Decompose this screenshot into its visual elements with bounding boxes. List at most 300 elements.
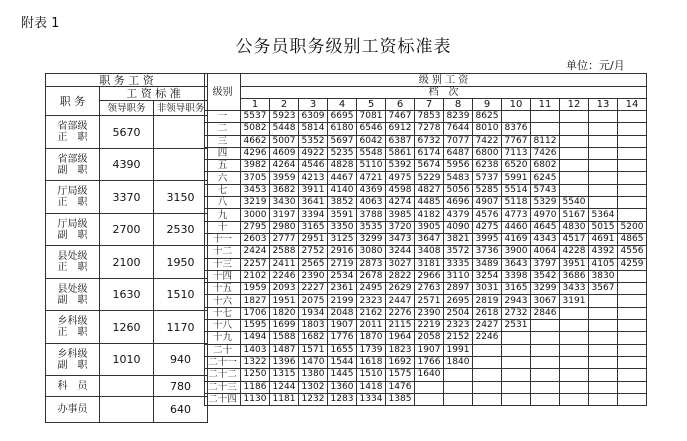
- grade-salary-cell: 5007: [270, 135, 299, 147]
- grade-salary-cell: [618, 332, 647, 344]
- grade-salary-cell: 6800: [473, 147, 502, 159]
- nonleader-salary: 780: [154, 376, 208, 397]
- grade-salary-cell: [589, 369, 618, 381]
- grade-salary-cell: 1699: [270, 320, 299, 332]
- grade-salary-cell: [560, 111, 589, 123]
- grade-salary-cell: 1827: [241, 295, 270, 307]
- grade-salary-cell: 5814: [299, 123, 328, 135]
- grade-salary-cell: 3821: [444, 233, 473, 245]
- grade-salary-cell: [531, 320, 560, 332]
- grade-salary-cell: [531, 111, 560, 123]
- grade-salary-cell: 4865: [618, 233, 647, 245]
- grade-salary-cell: 6732: [415, 135, 444, 147]
- grade-salary-cell: [473, 344, 502, 356]
- grade-salary-cell: [502, 111, 531, 123]
- grade-salary-cell: [618, 393, 647, 405]
- grade-salary-cell: 4274: [386, 197, 415, 209]
- grade-salary-cell: [589, 147, 618, 159]
- grade-salary-cell: 5235: [328, 147, 357, 159]
- grade-salary-cell: [502, 356, 531, 368]
- grade-salary-cell: 1692: [386, 356, 415, 368]
- grade-salary-cell: 2058: [415, 332, 444, 344]
- grade-salary-cell: 3641: [299, 197, 328, 209]
- grade-salary-cell: 4296: [241, 147, 270, 159]
- grade-salary-cell: 1315: [270, 369, 299, 381]
- grade-salary-cell: 3067: [531, 295, 560, 307]
- position-salary-header: 职 务 工 资: [46, 74, 208, 87]
- grade-level: 二十一: [205, 356, 241, 368]
- grade-salary-cell: 4517: [560, 233, 589, 245]
- grade-salary-cell: 3572: [444, 246, 473, 258]
- grade-salary-cell: 2323: [357, 295, 386, 307]
- grade-salary-cell: 2152: [444, 332, 473, 344]
- leader-salary: 2100: [100, 246, 154, 279]
- grade-salary-cell: 3985: [386, 209, 415, 221]
- grade-salary-cell: 3254: [473, 270, 502, 282]
- grade-salary-cell: 2495: [357, 283, 386, 295]
- grade-row: [205, 197, 647, 209]
- step-number: 12: [560, 99, 589, 111]
- grade-salary-cell: 5956: [444, 160, 473, 172]
- grade-row: [205, 172, 647, 184]
- grade-salary-cell: 4213: [299, 172, 328, 184]
- grade-salary-cell: 3682: [270, 184, 299, 196]
- grade-salary-cell: 2504: [444, 307, 473, 319]
- grade-salary-cell: 2246: [473, 332, 502, 344]
- grade-salary-cell: 5737: [473, 172, 502, 184]
- grade-salary-cell: 2447: [386, 295, 415, 307]
- grade-level: 二十三: [205, 381, 241, 393]
- grade-salary-cell: 1186: [241, 381, 270, 393]
- grade-salary-cell: 3705: [241, 172, 270, 184]
- grade-salary-cell: 1575: [386, 369, 415, 381]
- grade-row: [205, 111, 647, 123]
- grade-salary-cell: 4392: [589, 246, 618, 258]
- position-row: [46, 376, 208, 397]
- grade-salary-cell: [618, 369, 647, 381]
- grade-salary-cell: 1870: [357, 332, 386, 344]
- appendix-label: 附表 1: [21, 16, 60, 31]
- grade-salary-cell: 3542: [531, 270, 560, 282]
- grade-level: 十八: [205, 320, 241, 332]
- grade-salary-cell: 2719: [328, 258, 357, 270]
- nonleader-salary: 640: [154, 397, 208, 423]
- grade-salary-cell: [560, 160, 589, 172]
- grade-salary-cell: 2951: [299, 233, 328, 245]
- position-row: [46, 311, 208, 344]
- grade-salary-cell: 5548: [357, 147, 386, 159]
- grade-salary-cell: 2246: [270, 270, 299, 282]
- grade-row: [205, 320, 647, 332]
- grade-salary-cell: [560, 184, 589, 196]
- grade-salary-cell: 1418: [357, 381, 386, 393]
- grade-salary-cell: 2102: [241, 270, 270, 282]
- grade-salary-cell: 6695: [328, 111, 357, 123]
- grade-salary-cell: 3453: [241, 184, 270, 196]
- leader-salary: [100, 376, 154, 397]
- grade-salary-cell: 2763: [415, 283, 444, 295]
- grade-salary-cell: 4369: [357, 184, 386, 196]
- grade-row: [205, 184, 647, 196]
- grade-level: 九: [205, 209, 241, 221]
- col-step: 档 次: [241, 87, 647, 99]
- position-name: 省部级 正 职: [46, 116, 100, 149]
- step-number: 5: [357, 99, 386, 111]
- grade-salary-cell: 3788: [357, 209, 386, 221]
- grade-salary-cell: 5118: [502, 197, 531, 209]
- grade-salary-cell: 2846: [531, 307, 560, 319]
- step-number: 3: [299, 99, 328, 111]
- nonleader-salary: 1950: [154, 246, 208, 279]
- grade-salary-cell: 7278: [415, 123, 444, 135]
- grade-salary-cell: 1803: [299, 320, 328, 332]
- grade-salary-cell: [618, 295, 647, 307]
- grade-salary-cell: [618, 270, 647, 282]
- grade-row: [205, 221, 647, 233]
- grade-salary-cell: 6174: [415, 147, 444, 159]
- grade-level: 二十: [205, 344, 241, 356]
- grade-row: [205, 160, 647, 172]
- grade-salary-cell: [618, 184, 647, 196]
- grade-salary-cell: 2199: [328, 295, 357, 307]
- position-salary-table: [45, 73, 208, 423]
- grade-salary-cell: [589, 344, 618, 356]
- grade-level: 十四: [205, 270, 241, 282]
- grade-salary-cell: 1595: [241, 320, 270, 332]
- grade-salary-cell: 5329: [531, 197, 560, 209]
- grade-salary-cell: 3408: [415, 246, 444, 258]
- position-row: [46, 181, 208, 214]
- grade-salary-cell: 6520: [502, 160, 531, 172]
- step-number: 11: [531, 99, 560, 111]
- grade-salary-cell: [560, 135, 589, 147]
- grade-salary-cell: 5923: [270, 111, 299, 123]
- grade-salary-cell: 1403: [241, 344, 270, 356]
- grade-salary-cell: [444, 393, 473, 405]
- step-number: 8: [444, 99, 473, 111]
- grade-salary-cell: [618, 160, 647, 172]
- grade-row: [205, 344, 647, 356]
- grade-salary-cell: 1334: [357, 393, 386, 405]
- grade-salary-cell: 5364: [589, 209, 618, 221]
- nonleader-salary: 2530: [154, 214, 208, 246]
- grade-salary-cell: 5483: [444, 172, 473, 184]
- grade-salary-cell: 4696: [444, 197, 473, 209]
- grade-salary-cell: 3736: [473, 246, 502, 258]
- grade-salary-cell: 1250: [241, 369, 270, 381]
- grade-salary-cell: 1618: [357, 356, 386, 368]
- grade-salary-cell: 3720: [386, 221, 415, 233]
- grade-salary-cell: 1476: [386, 381, 415, 393]
- grade-salary-cell: 1396: [270, 356, 299, 368]
- grade-salary-cell: 4773: [502, 209, 531, 221]
- nonleader-salary: [154, 149, 208, 181]
- col-level: 级别: [205, 74, 241, 111]
- grade-row: [205, 246, 647, 258]
- grade-salary-cell: 2531: [502, 320, 531, 332]
- grade-level: 十九: [205, 332, 241, 344]
- grade-salary-cell: [531, 369, 560, 381]
- grade-salary-cell: [502, 393, 531, 405]
- grade-salary-cell: 3489: [473, 258, 502, 270]
- grade-salary-cell: [589, 160, 618, 172]
- grade-salary-cell: 1776: [328, 332, 357, 344]
- grade-salary-cell: 1991: [444, 344, 473, 356]
- grade-salary-cell: 2732: [502, 307, 531, 319]
- grade-level: 八: [205, 197, 241, 209]
- grade-salary-cell: [618, 209, 647, 221]
- grade-salary-cell: 5056: [444, 184, 473, 196]
- grade-salary-cell: [473, 356, 502, 368]
- grade-salary-cell: 1766: [415, 356, 444, 368]
- grade-salary-cell: 4970: [531, 209, 560, 221]
- grade-salary-cell: 3830: [589, 270, 618, 282]
- position-name: 省部级 副 职: [46, 149, 100, 181]
- grade-salary-cell: 3299: [357, 233, 386, 245]
- grade-salary-cell: 7113: [502, 147, 531, 159]
- grade-salary-cell: 5743: [531, 184, 560, 196]
- grade-row: [205, 381, 647, 393]
- grade-salary-cell: 3350: [328, 221, 357, 233]
- grade-salary-cell: 5697: [328, 135, 357, 147]
- grade-salary-cell: 7081: [357, 111, 386, 123]
- grade-row: [205, 356, 647, 368]
- position-row: [46, 116, 208, 149]
- grade-salary-cell: 4721: [357, 172, 386, 184]
- grade-salary-cell: 8239: [444, 111, 473, 123]
- grade-salary-cell: 2323: [444, 320, 473, 332]
- grade-salary-cell: [618, 147, 647, 159]
- grade-salary-cell: 3125: [328, 233, 357, 245]
- grade-salary-cell: 1244: [270, 381, 299, 393]
- grade-salary-cell: [618, 381, 647, 393]
- grade-salary-cell: 6238: [473, 160, 502, 172]
- grade-salary-cell: 2695: [444, 295, 473, 307]
- grade-salary-cell: 3335: [444, 258, 473, 270]
- grade-salary-cell: 5200: [618, 221, 647, 233]
- grade-salary-cell: 2048: [328, 307, 357, 319]
- grade-salary-cell: [531, 123, 560, 135]
- grade-salary-cell: [618, 135, 647, 147]
- grade-salary-cell: 1487: [270, 344, 299, 356]
- step-number: 6: [386, 99, 415, 111]
- grade-salary-cell: 6487: [444, 147, 473, 159]
- grade-salary-cell: 2115: [386, 320, 415, 332]
- grade-salary-cell: 4662: [241, 135, 270, 147]
- grade-salary-cell: 1380: [299, 369, 328, 381]
- grade-salary-table: [204, 73, 647, 406]
- grade-salary-cell: [502, 369, 531, 381]
- grade-salary-cell: 1907: [415, 344, 444, 356]
- unit-label: 单位：元/月: [566, 59, 625, 72]
- position-row: [46, 214, 208, 246]
- grade-salary-cell: 3433: [560, 283, 589, 295]
- grade-salary-cell: 4105: [589, 258, 618, 270]
- grade-salary-cell: [473, 393, 502, 405]
- grade-salary-cell: 5674: [415, 160, 444, 172]
- grade-salary-cell: [473, 381, 502, 393]
- grade-salary-cell: [531, 344, 560, 356]
- grade-salary-cell: [560, 356, 589, 368]
- grade-salary-cell: 3165: [299, 221, 328, 233]
- grade-salary-cell: 2752: [299, 246, 328, 258]
- grade-salary-cell: 1934: [299, 307, 328, 319]
- grade-salary-cell: 3165: [502, 283, 531, 295]
- leader-salary: 1630: [100, 279, 154, 311]
- step-number: 7: [415, 99, 444, 111]
- grade-salary-cell: 4228: [560, 246, 589, 258]
- grade-salary-cell: 1588: [270, 332, 299, 344]
- nonleader-salary: 3150: [154, 181, 208, 214]
- grade-salary-cell: 4975: [386, 172, 415, 184]
- grade-salary-cell: 3394: [299, 209, 328, 221]
- step-number: 13: [589, 99, 618, 111]
- grade-salary-cell: [589, 295, 618, 307]
- grade-salary-cell: 3000: [241, 209, 270, 221]
- grade-level: 十七: [205, 307, 241, 319]
- grade-level: 十六: [205, 295, 241, 307]
- grade-salary-cell: 7467: [386, 111, 415, 123]
- grade-row: [205, 283, 647, 295]
- nonleader-salary: [154, 116, 208, 149]
- grade-row: [205, 209, 647, 221]
- grade-salary-cell: [415, 393, 444, 405]
- grade-row: [205, 233, 647, 245]
- grade-salary-cell: 6387: [386, 135, 415, 147]
- grade-salary-cell: 2276: [386, 307, 415, 319]
- grade-salary-cell: 1283: [328, 393, 357, 405]
- grade-salary-cell: 3911: [299, 184, 328, 196]
- grade-salary-cell: 2571: [415, 295, 444, 307]
- grade-level: 三: [205, 135, 241, 147]
- grade-level: 十: [205, 221, 241, 233]
- grade-salary-cell: [473, 369, 502, 381]
- grade-salary-cell: [560, 393, 589, 405]
- grade-salary-cell: 2916: [328, 246, 357, 258]
- grade-salary-cell: 1951: [270, 295, 299, 307]
- grade-salary-header: 级 别 工 资: [241, 74, 647, 87]
- grade-salary-cell: 1823: [386, 344, 415, 356]
- grade-level: 六: [205, 172, 241, 184]
- grade-salary-cell: 1840: [444, 356, 473, 368]
- grade-salary-cell: 3027: [386, 258, 415, 270]
- leader-salary: [100, 397, 154, 423]
- position-name: 办事员: [46, 397, 100, 423]
- grade-salary-cell: 6802: [531, 160, 560, 172]
- grade-salary-cell: 1130: [241, 393, 270, 405]
- grade-level: 二十二: [205, 369, 241, 381]
- grade-salary-cell: 4907: [473, 197, 502, 209]
- grade-salary-cell: 6912: [386, 123, 415, 135]
- col-position: 职 务: [46, 87, 100, 116]
- grade-salary-cell: 5392: [386, 160, 415, 172]
- grade-salary-cell: [618, 344, 647, 356]
- grade-level: 四: [205, 147, 241, 159]
- leader-salary: 4390: [100, 149, 154, 181]
- grade-salary-cell: 5991: [502, 172, 531, 184]
- grade-salary-cell: 5285: [473, 184, 502, 196]
- grade-salary-cell: 5540: [560, 197, 589, 209]
- grade-salary-cell: 4830: [560, 221, 589, 233]
- grade-salary-cell: 4556: [618, 246, 647, 258]
- grade-salary-cell: [560, 123, 589, 135]
- grade-row: [205, 258, 647, 270]
- grade-salary-cell: 8376: [502, 123, 531, 135]
- grade-salary-cell: [560, 172, 589, 184]
- grade-salary-cell: 5352: [299, 135, 328, 147]
- nonleader-salary: 940: [154, 344, 208, 376]
- grade-salary-cell: 2819: [473, 295, 502, 307]
- grade-salary-cell: [589, 356, 618, 368]
- grade-salary-cell: 5537: [241, 111, 270, 123]
- grade-salary-cell: 7422: [473, 135, 502, 147]
- grade-salary-cell: 1959: [241, 283, 270, 295]
- grade-salary-cell: 3951: [560, 258, 589, 270]
- grade-salary-cell: 5015: [589, 221, 618, 233]
- grade-salary-cell: [502, 332, 531, 344]
- grade-level: 二十四: [205, 393, 241, 405]
- grade-salary-cell: 4576: [473, 209, 502, 221]
- position-row: [46, 246, 208, 279]
- grade-salary-cell: 1302: [299, 381, 328, 393]
- grade-salary-cell: [589, 393, 618, 405]
- grade-salary-cell: 2075: [299, 295, 328, 307]
- grade-salary-cell: 2257: [241, 258, 270, 270]
- grade-salary-cell: 3852: [328, 197, 357, 209]
- leader-salary: 1260: [100, 311, 154, 344]
- grade-salary-cell: [444, 381, 473, 393]
- grade-salary-cell: 1739: [357, 344, 386, 356]
- position-name: 科 员: [46, 376, 100, 397]
- step-number: 1: [241, 99, 270, 111]
- grade-salary-cell: 3535: [357, 221, 386, 233]
- grade-salary-cell: 1470: [299, 356, 328, 368]
- grade-salary-cell: 1907: [328, 320, 357, 332]
- grade-salary-cell: 2618: [473, 307, 502, 319]
- grade-salary-cell: 4467: [328, 172, 357, 184]
- grade-salary-cell: 1706: [241, 307, 270, 319]
- grade-salary-cell: 1510: [357, 369, 386, 381]
- grade-salary-cell: [618, 320, 647, 332]
- leader-salary: 1010: [100, 344, 154, 376]
- grade-salary-cell: 3181: [415, 258, 444, 270]
- grade-salary-cell: [589, 332, 618, 344]
- grade-salary-cell: 1640: [415, 369, 444, 381]
- grade-salary-cell: 2011: [357, 320, 386, 332]
- grade-salary-cell: 3900: [502, 246, 531, 258]
- position-name: 厅局级 正 职: [46, 181, 100, 214]
- grade-salary-cell: 8010: [473, 123, 502, 135]
- grade-salary-cell: 2873: [357, 258, 386, 270]
- grade-salary-cell: 4182: [415, 209, 444, 221]
- grade-salary-cell: 1181: [270, 393, 299, 405]
- position-row: [46, 149, 208, 181]
- grade-salary-cell: 2361: [328, 283, 357, 295]
- grade-level: 十五: [205, 283, 241, 295]
- position-name: 乡科级 副 职: [46, 344, 100, 376]
- grade-salary-cell: [589, 197, 618, 209]
- grade-salary-cell: [589, 307, 618, 319]
- grade-salary-cell: 4090: [444, 221, 473, 233]
- col-nonleader: 非领导职务: [154, 101, 208, 116]
- grade-salary-cell: 2219: [415, 320, 444, 332]
- grade-salary-cell: 5514: [502, 184, 531, 196]
- grade-salary-cell: [560, 381, 589, 393]
- grade-salary-cell: 2424: [241, 246, 270, 258]
- grade-salary-cell: [589, 320, 618, 332]
- grade-salary-cell: 4827: [415, 184, 444, 196]
- grade-salary-cell: [618, 172, 647, 184]
